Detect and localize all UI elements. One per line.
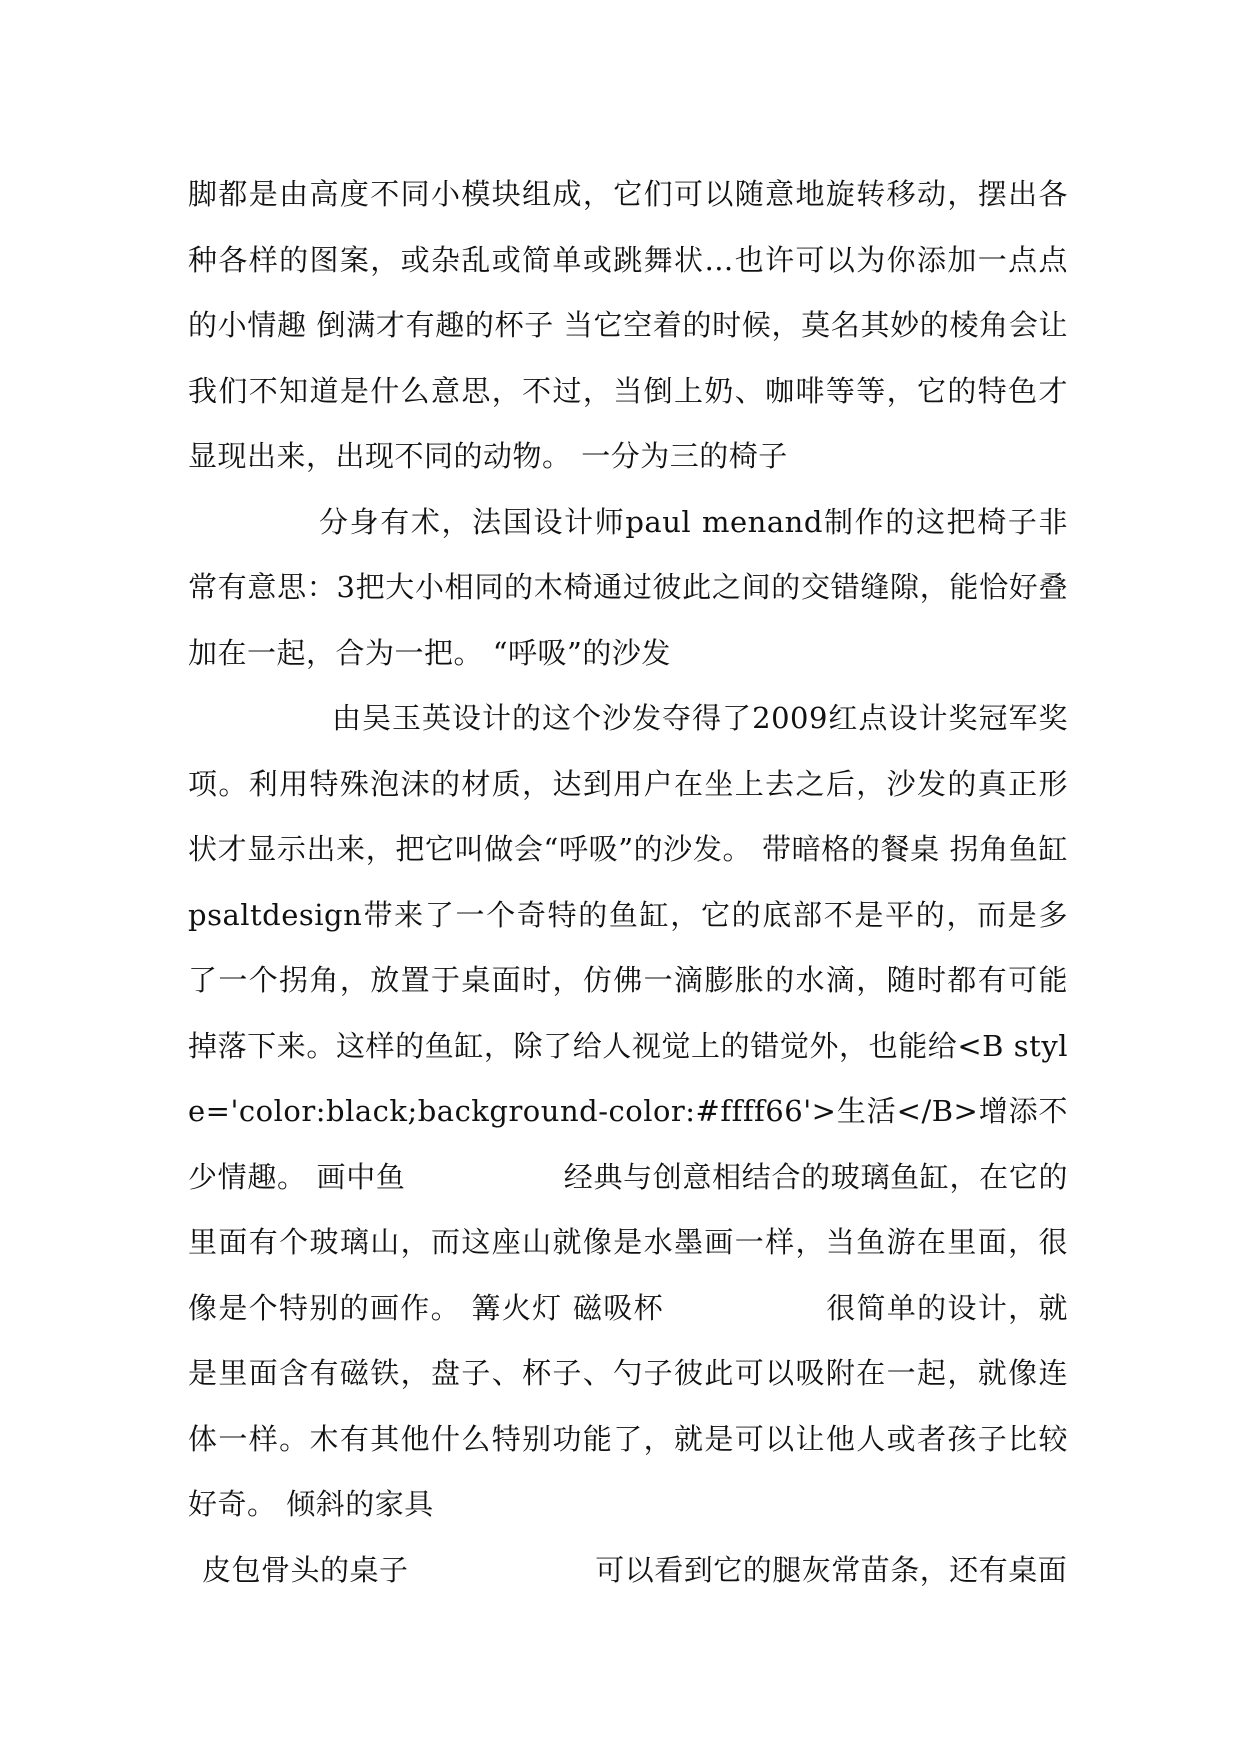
paragraph-2: 分身有术，法国设计师paul menand制作的这把椅子非常有意思：3把大小相同的木椅通过彼此之间的交错缝隙，能恰好叠加在一起，合为一把。 “呼吸”的沙发 (188, 504, 1068, 670)
paragraph-3: 由吴玉英设计的这个沙发夺得了2009红点设计奖冠军奖项。利用特殊泡沫的材质，达到用户在坐上去之后，沙发的真正形状才显示出来，把它叫做会“呼吸”的沙发。 带暗格的餐桌 拐角鱼缸 psaltdesign带来了一个奇特的鱼缸，它的底部不是平的，而是多了一个拐角，放置于桌面时，仿佛一滴膨胀的水滴，随时都有可能掉落下来。这样的鱼缸，除了给人视觉上的错觉外，也能给<B style='color:black;background-color:#ffff66'>生活</B>增添不少情趣。 画中鱼 经典与创意相结合的玻璃鱼缸，在它的里面有个玻璃山，而这座山就像是水墨画一样，当鱼游在里面，很像是个特别的画作。 篝火灯 磁吸杯 很简单的设计，就是里面含有磁铁，盘子、杯子、勺子彼此可以吸附在一起，就像连体一样。木有其他什么特别功能了，就是可以让他人或者孩子比较好奇。 倾斜的家具 (188, 701, 1068, 1521)
paragraph-1: 脚都是由高度不同小模块组成，它们可以随意地旋转移动，摆出各种各样的图案，或杂乱或简单或跳舞状…也许可以为你添加一点点的小情趣 倒满才有趣的杯子 当它空着的时候，莫名其妙的棱角会让我们不知道是什么意思，不过，当倒上奶、咖啡等等，它的特色才显现出来，出现不同的动物。 一分为三的椅子 (188, 177, 1068, 473)
paragraph-4: 皮包骨头的桌子 可以看到它的腿灰常苗条，还有桌面 (202, 1552, 1068, 1587)
document-body (188, 162, 1068, 1603)
